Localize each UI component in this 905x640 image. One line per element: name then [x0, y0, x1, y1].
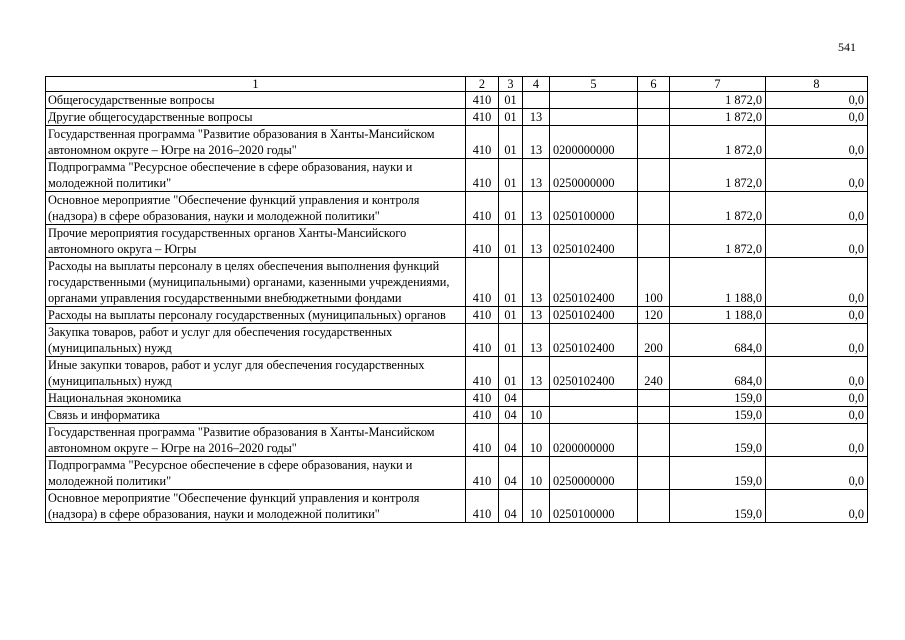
admin-code-cell: 410: [466, 92, 499, 109]
section-cell: 01: [499, 258, 523, 307]
admin-code-cell: 410: [466, 490, 499, 523]
amount-cell: 1 188,0: [670, 258, 766, 307]
row-name-cell: Связь и информатика: [46, 407, 466, 424]
amount-secondary-cell: 0,0: [766, 258, 868, 307]
expense-type-cell: 200: [638, 324, 670, 357]
amount-cell: 159,0: [670, 457, 766, 490]
target-article-cell: 0250000000: [550, 159, 638, 192]
amount-secondary-cell: 0,0: [766, 324, 868, 357]
target-article-cell: 0250102400: [550, 324, 638, 357]
section-cell: 01: [499, 126, 523, 159]
admin-code-cell: 410: [466, 307, 499, 324]
table-row: [46, 424, 868, 457]
table-row: [46, 258, 868, 307]
column-header: 5: [550, 77, 638, 92]
section-cell: 01: [499, 357, 523, 390]
admin-code-cell: 410: [466, 407, 499, 424]
subsection-cell: 13: [523, 159, 550, 192]
amount-cell: 1 872,0: [670, 225, 766, 258]
section-cell: 04: [499, 490, 523, 523]
section-cell: 01: [499, 307, 523, 324]
column-header: 8: [766, 77, 868, 92]
table-row: [46, 192, 868, 225]
section-cell: 01: [499, 159, 523, 192]
subsection-cell: 13: [523, 324, 550, 357]
expense-type-cell: [638, 225, 670, 258]
target-article-cell: 0250000000: [550, 457, 638, 490]
row-name-cell: Общегосударственные вопросы: [46, 92, 466, 109]
subsection-cell: 13: [523, 192, 550, 225]
amount-cell: 1 872,0: [670, 192, 766, 225]
row-name-cell: Закупка товаров, работ и услуг для обеспечения государственных (муниципальных) нужд: [46, 324, 466, 357]
target-article-cell: [550, 407, 638, 424]
table-row: [46, 324, 868, 357]
admin-code-cell: 410: [466, 159, 499, 192]
section-cell: 04: [499, 424, 523, 457]
expense-type-cell: 100: [638, 258, 670, 307]
expense-type-cell: [638, 457, 670, 490]
column-header: 2: [466, 77, 499, 92]
amount-cell: 159,0: [670, 490, 766, 523]
expense-type-cell: 240: [638, 357, 670, 390]
amount-cell: 159,0: [670, 390, 766, 407]
target-article-cell: 0250102400: [550, 258, 638, 307]
subsection-cell: 13: [523, 307, 550, 324]
amount-cell: 1 872,0: [670, 159, 766, 192]
amount-cell: 684,0: [670, 357, 766, 390]
expense-type-cell: [638, 109, 670, 126]
expense-type-cell: [638, 126, 670, 159]
subsection-cell: 13: [523, 225, 550, 258]
column-header: 3: [499, 77, 523, 92]
expense-type-cell: [638, 490, 670, 523]
row-name-cell: Государственная программа "Развитие образования в Ханты-Мансийском автономном округе – Югре на 2016–2020 годы": [46, 126, 466, 159]
row-name-cell: Иные закупки товаров, работ и услуг для обеспечения государственных (муниципальных) нужд: [46, 357, 466, 390]
admin-code-cell: 410: [466, 258, 499, 307]
table-row: [46, 307, 868, 324]
amount-secondary-cell: 0,0: [766, 407, 868, 424]
column-header: 7: [670, 77, 766, 92]
column-header: 4: [523, 77, 550, 92]
row-name-cell: Расходы на выплаты персоналу государственных (муниципальных) органов: [46, 307, 466, 324]
expense-type-cell: [638, 159, 670, 192]
admin-code-cell: 410: [466, 126, 499, 159]
target-article-cell: [550, 92, 638, 109]
amount-secondary-cell: 0,0: [766, 424, 868, 457]
table-row: [46, 357, 868, 390]
expense-type-cell: [638, 424, 670, 457]
amount-cell: 1 872,0: [670, 92, 766, 109]
budget-table: [45, 76, 868, 523]
subsection-cell: 10: [523, 457, 550, 490]
amount-secondary-cell: 0,0: [766, 457, 868, 490]
amount-cell: 1 188,0: [670, 307, 766, 324]
amount-secondary-cell: 0,0: [766, 390, 868, 407]
section-cell: 01: [499, 192, 523, 225]
table-row: [46, 225, 868, 258]
expense-type-cell: [638, 390, 670, 407]
admin-code-cell: 410: [466, 357, 499, 390]
target-article-cell: 0200000000: [550, 424, 638, 457]
amount-secondary-cell: 0,0: [766, 307, 868, 324]
amount-secondary-cell: 0,0: [766, 159, 868, 192]
target-article-cell: [550, 109, 638, 126]
target-article-cell: 0200000000: [550, 126, 638, 159]
section-cell: 04: [499, 407, 523, 424]
amount-secondary-cell: 0,0: [766, 92, 868, 109]
row-name-cell: Другие общегосударственные вопросы: [46, 109, 466, 126]
subsection-cell: 13: [523, 109, 550, 126]
table-row: [46, 92, 868, 109]
column-header: 1: [46, 77, 466, 92]
amount-cell: 1 872,0: [670, 126, 766, 159]
amount-secondary-cell: 0,0: [766, 490, 868, 523]
section-cell: 01: [499, 92, 523, 109]
admin-code-cell: 410: [466, 424, 499, 457]
page-number: 541: [838, 40, 856, 54]
row-name-cell: Расходы на выплаты персоналу в целях обеспечения выполнения функций государственными (муниципальными) органами, казенными учреждениями, органами управления государственными внебюджетными фондами: [46, 258, 466, 307]
section-cell: 01: [499, 324, 523, 357]
target-article-cell: 0250102400: [550, 357, 638, 390]
expense-type-cell: [638, 407, 670, 424]
subsection-cell: 10: [523, 424, 550, 457]
subsection-cell: [523, 390, 550, 407]
target-article-cell: 0250102400: [550, 225, 638, 258]
table-header-row: [46, 77, 868, 92]
table-row: [46, 490, 868, 523]
table-row: [46, 390, 868, 407]
admin-code-cell: 410: [466, 324, 499, 357]
amount-cell: 159,0: [670, 424, 766, 457]
section-cell: 01: [499, 109, 523, 126]
expense-type-cell: 120: [638, 307, 670, 324]
row-name-cell: Подпрограмма "Ресурсное обеспечение в сфере образования, науки и молодежной политики": [46, 159, 466, 192]
subsection-cell: [523, 92, 550, 109]
subsection-cell: 10: [523, 490, 550, 523]
amount-secondary-cell: 0,0: [766, 225, 868, 258]
table-row: [46, 126, 868, 159]
row-name-cell: Прочие мероприятия государственных органов Ханты-Мансийского автономного округа – Югры: [46, 225, 466, 258]
admin-code-cell: 410: [466, 109, 499, 126]
row-name-cell: Государственная программа "Развитие образования в Ханты-Мансийском автономном округе – Югре на 2016–2020 годы": [46, 424, 466, 457]
target-article-cell: 0250102400: [550, 307, 638, 324]
target-article-cell: [550, 390, 638, 407]
amount-cell: 159,0: [670, 407, 766, 424]
subsection-cell: 13: [523, 357, 550, 390]
subsection-cell: 13: [523, 258, 550, 307]
target-article-cell: 0250100000: [550, 490, 638, 523]
row-name-cell: Основное мероприятие "Обеспечение функций управления и контроля (надзора) в сфере образования, науки и молодежной политики": [46, 192, 466, 225]
table-row: [46, 457, 868, 490]
table-row: [46, 407, 868, 424]
row-name-cell: Национальная экономика: [46, 390, 466, 407]
table-row: [46, 109, 868, 126]
amount-cell: 1 872,0: [670, 109, 766, 126]
row-name-cell: Основное мероприятие "Обеспечение функций управления и контроля (надзора) в сфере образования, науки и молодежной политики": [46, 490, 466, 523]
row-name-cell: Подпрограмма "Ресурсное обеспечение в сфере образования, науки и молодежной политики": [46, 457, 466, 490]
admin-code-cell: 410: [466, 225, 499, 258]
table-row: [46, 159, 868, 192]
section-cell: 01: [499, 225, 523, 258]
subsection-cell: 10: [523, 407, 550, 424]
amount-secondary-cell: 0,0: [766, 357, 868, 390]
amount-secondary-cell: 0,0: [766, 109, 868, 126]
admin-code-cell: 410: [466, 390, 499, 407]
column-header: 6: [638, 77, 670, 92]
amount-secondary-cell: 0,0: [766, 192, 868, 225]
expense-type-cell: [638, 92, 670, 109]
section-cell: 04: [499, 457, 523, 490]
section-cell: 04: [499, 390, 523, 407]
admin-code-cell: 410: [466, 457, 499, 490]
subsection-cell: 13: [523, 126, 550, 159]
expense-type-cell: [638, 192, 670, 225]
admin-code-cell: 410: [466, 192, 499, 225]
amount-secondary-cell: 0,0: [766, 126, 868, 159]
amount-cell: 684,0: [670, 324, 766, 357]
target-article-cell: 0250100000: [550, 192, 638, 225]
